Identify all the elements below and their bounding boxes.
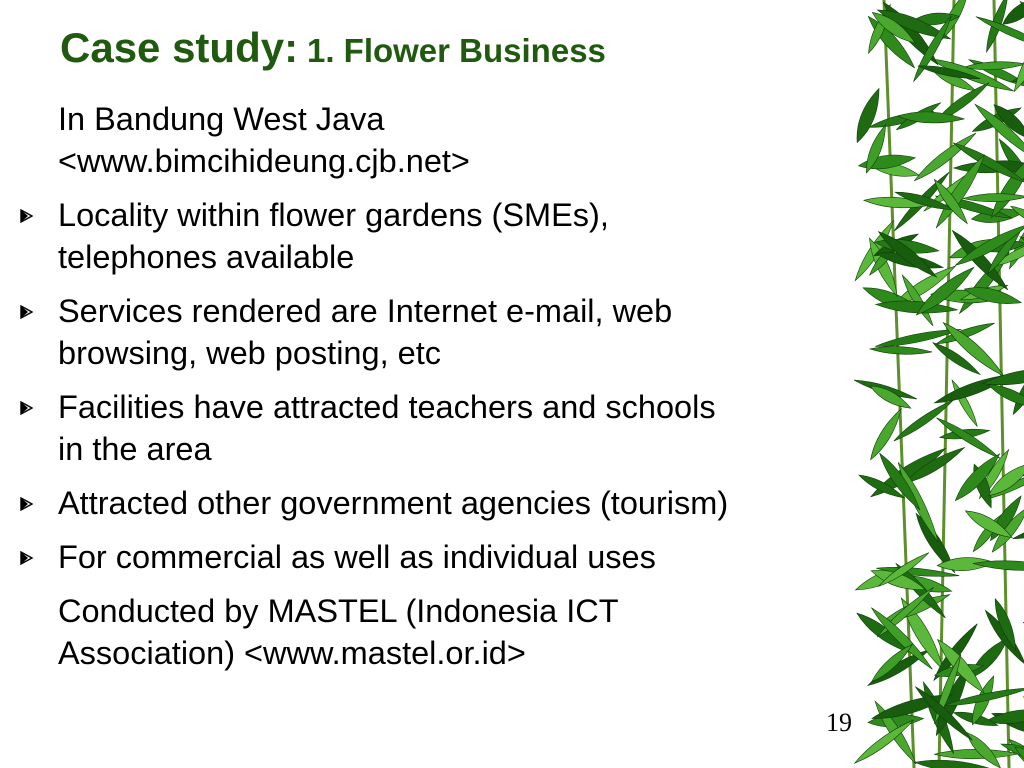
text-line: in the area [58, 431, 212, 467]
page-number: 19 [826, 708, 852, 737]
text-line: Services rendered are Internet e-mail, web [58, 293, 673, 329]
bullet-item [0, 194, 900, 278]
text-line: Locality within flower gardens (SMEs), [58, 197, 609, 233]
text-line: For commercial as well as individual uses [58, 539, 656, 575]
chevron-bullet-icon [20, 290, 40, 332]
title-subtitle: 1. Flower Business [306, 32, 606, 69]
text-line: telephones available [58, 239, 355, 275]
text-line: <www.bimcihideung.cjb.net> [58, 143, 470, 179]
text-line: In Bandung West Java [58, 101, 385, 137]
slide-body [0, 98, 900, 686]
text-line: Facilities have attracted teachers and schools [58, 389, 716, 425]
bullet-item [0, 482, 900, 524]
chevron-bullet-icon [20, 386, 40, 428]
intro-paragraph [0, 98, 900, 182]
title-main: Case study: [60, 24, 299, 71]
text-line: browsing, web posting, etc [58, 335, 441, 371]
chevron-bullet-icon [20, 482, 40, 524]
closing-paragraph [0, 590, 900, 674]
bullet-item [0, 536, 900, 578]
bullet-item [0, 290, 900, 374]
chevron-bullet-icon [20, 536, 40, 578]
text-line: Attracted other government agencies (tourism) [58, 485, 729, 521]
text-line: Conducted by MASTEL (Indonesia ICT [58, 593, 619, 629]
chevron-bullet-icon [20, 194, 40, 236]
text-line: Association) <www.mastel.or.id> [58, 635, 526, 671]
slide-title [60, 24, 606, 72]
bullet-item [0, 386, 900, 470]
